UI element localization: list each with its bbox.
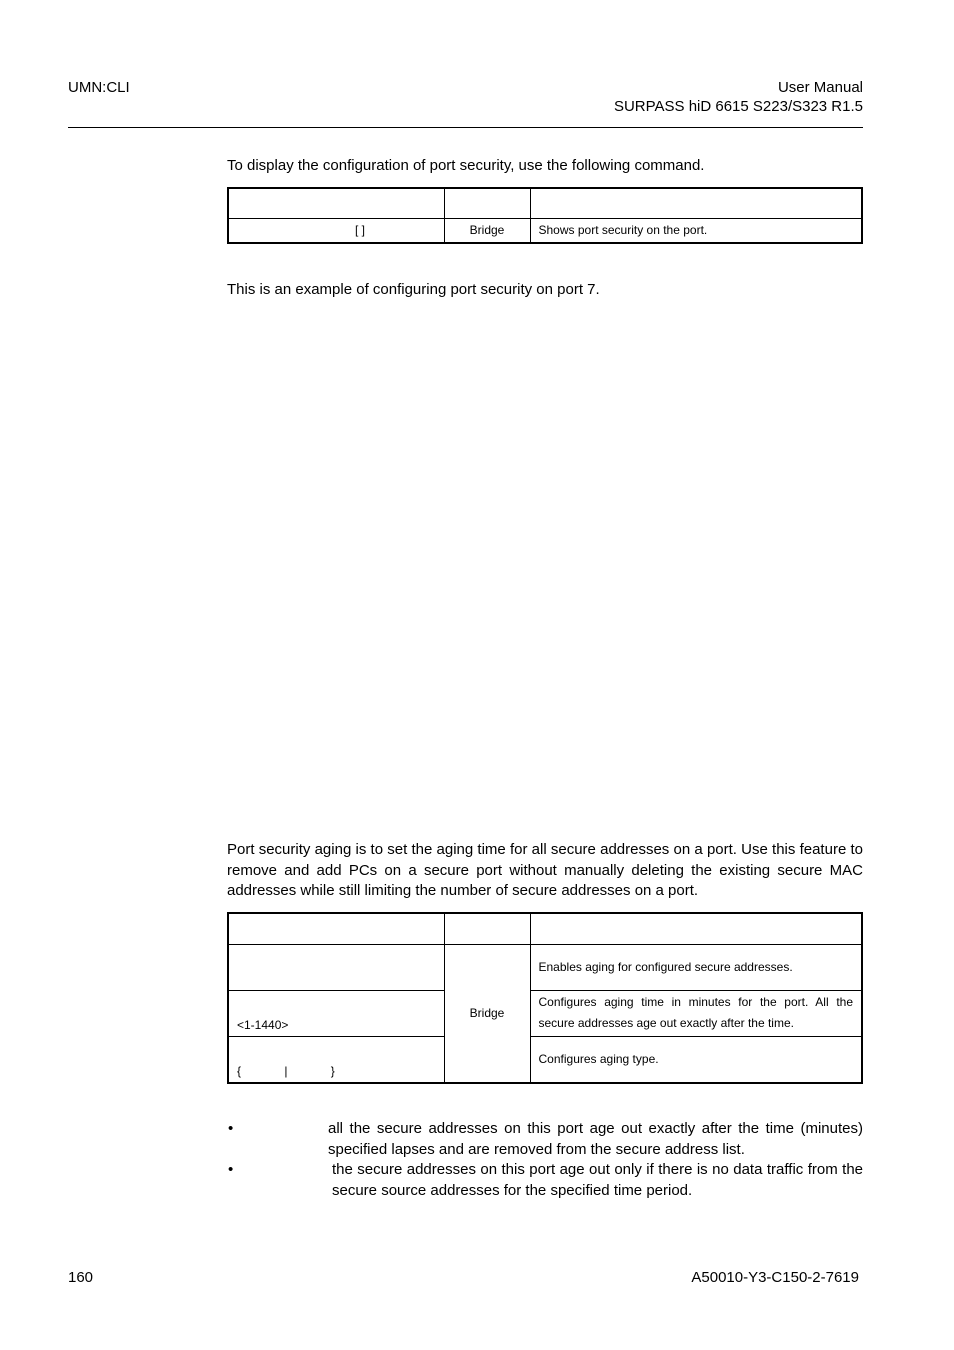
- header-manual-label: User Manual: [777, 79, 863, 96]
- header-doc-type: UMN:CLI: [68, 79, 130, 96]
- table-header-row: [228, 913, 862, 944]
- command-cell: [228, 944, 444, 990]
- description-cell: Enables aging for configured secure addresses.: [530, 944, 862, 990]
- command-cell: [ ]: [228, 218, 444, 243]
- header-cell-description: [530, 188, 862, 218]
- aging-type-list: [228, 1119, 863, 1201]
- aging-command-table: [227, 912, 863, 1084]
- list-item-text: all the secure addresses on this port age out exactly after the time (minutes) specified lapses and are removed from the secure address list.: [328, 1120, 863, 1158]
- description-cell: Configures aging type.: [530, 1036, 862, 1083]
- header-divider: [68, 127, 863, 128]
- document-id: A50010-Y3-C150-2-7619: [691, 1269, 859, 1286]
- header-cell-command: [228, 188, 444, 218]
- command-cell: { | }: [228, 1036, 444, 1083]
- bullet-icon: •: [228, 1161, 234, 1178]
- example-intro-text: This is an example of configuring port security on port 7.: [227, 281, 600, 298]
- bullet-icon: •: [228, 1120, 234, 1137]
- header-cell-description: [530, 913, 862, 944]
- command-cell: <1-1440>: [228, 990, 444, 1036]
- table-row: [228, 1036, 862, 1083]
- display-intro-text: To display the configuration of port security, use the following command.: [227, 157, 705, 174]
- table-header-row: [228, 188, 862, 218]
- header-cell-mode: [444, 188, 530, 218]
- show-command-table: [227, 187, 863, 244]
- page-number: 160: [68, 1269, 94, 1286]
- description-cell: Shows port security on the port.: [530, 218, 862, 243]
- description-cell: Configures aging time in minutes for the port. All the secure addresses age out exactly after the time.: [530, 990, 862, 1036]
- header-cell-command: [228, 913, 444, 944]
- header-cell-mode: [444, 913, 530, 944]
- aging-description-paragraph: Port security aging is to set the aging time for all secure addresses on a port. Use this feature to remove and add PCs on a secure port without manually deleting the existing secure MAC addresses while still limiting the number of secure addresses on a port.: [227, 841, 863, 899]
- table-row: [228, 944, 862, 990]
- table-row: [228, 990, 862, 1036]
- list-item-text: the secure addresses on this port age out only if there is no data traffic from the secure source addresses for the specified time period.: [332, 1161, 863, 1199]
- list-item: [228, 1119, 863, 1160]
- list-item: [228, 1160, 863, 1201]
- table-row: [228, 218, 862, 243]
- mode-cell: Bridge: [444, 218, 530, 243]
- mode-cell: Bridge: [444, 944, 530, 1083]
- header-product-title: SURPASS hiD 6615 S223/S323 R1.5: [613, 98, 863, 115]
